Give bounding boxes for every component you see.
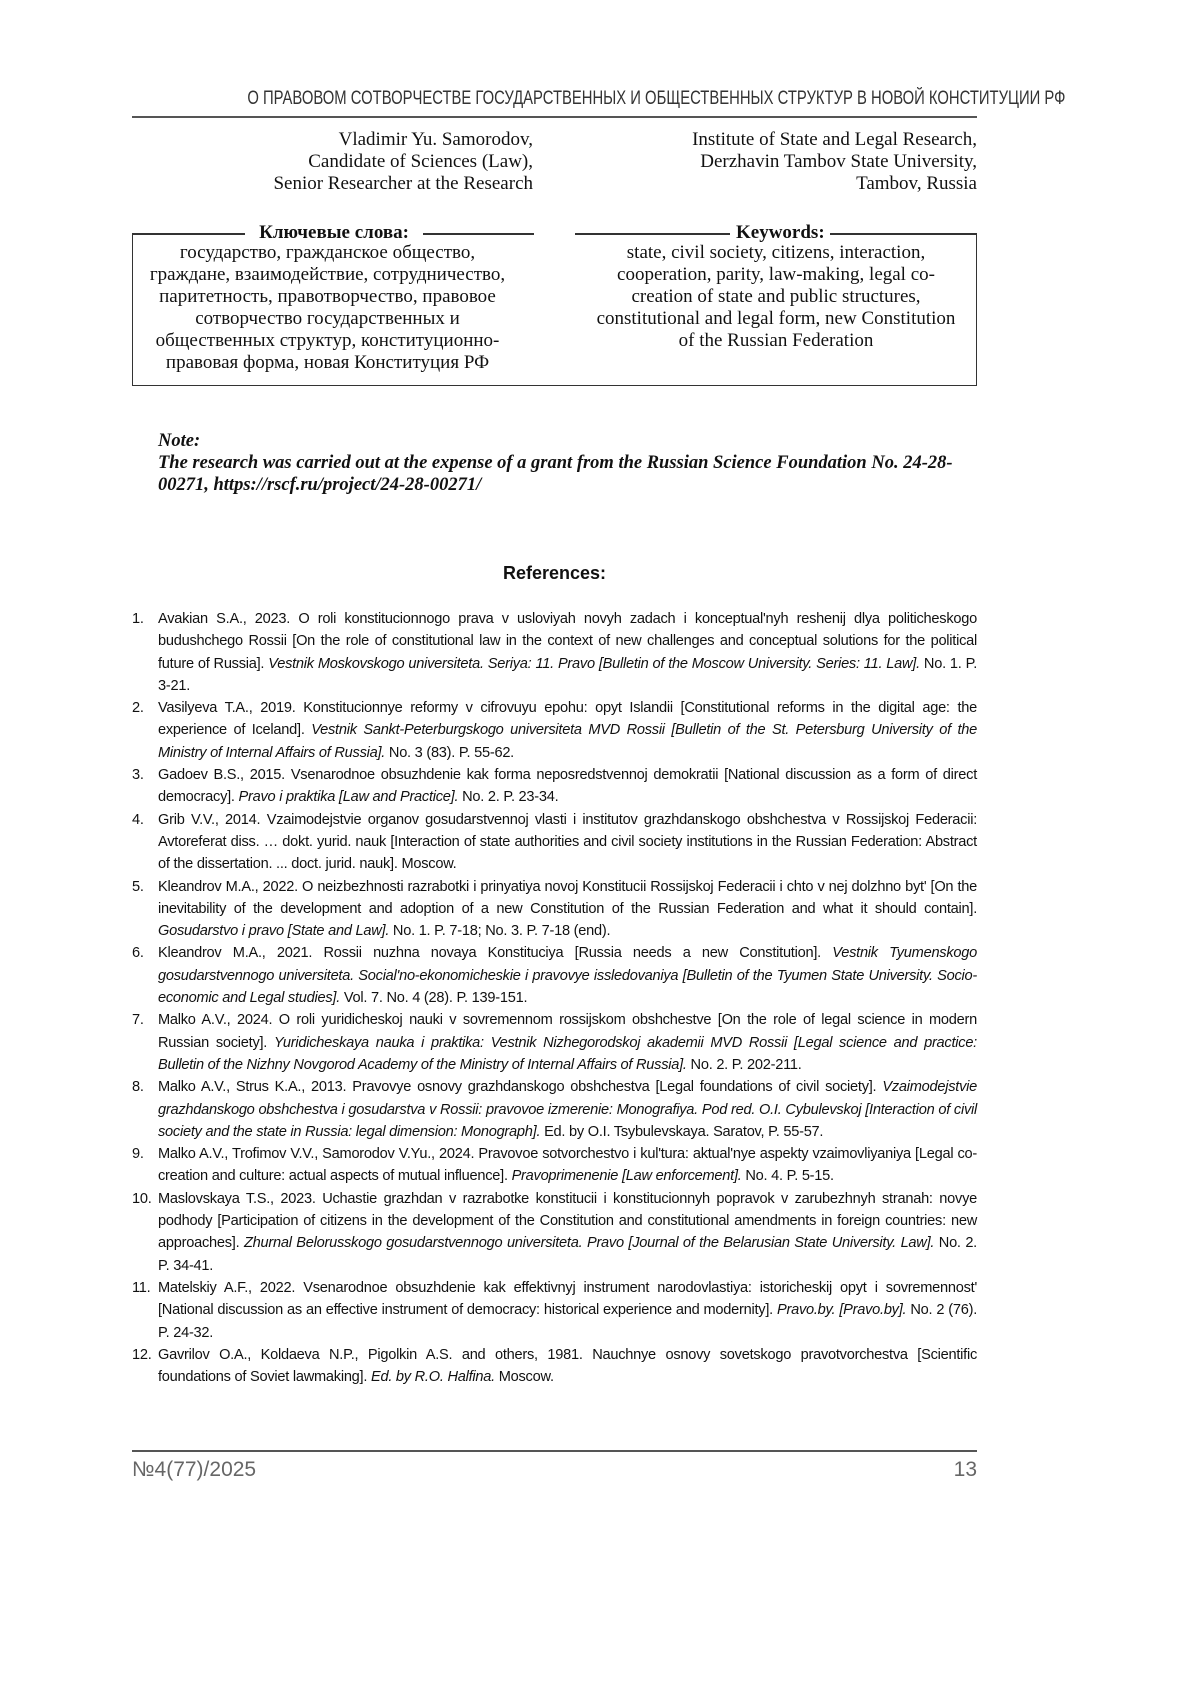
reference-text: No. 1. P. 3-21.	[158, 655, 977, 694]
reference-text: Matelskiy A.F., 2022. Vsenarodnoe obsuzhdenie kak effektivnyj instrument narodovlastiya: istoricheskij opyt i sovremennost' [National discussion as an effective instrument of democracy: historical experience and modernity].	[158, 1279, 977, 1319]
running-header	[132, 88, 1066, 110]
running-header-text: О ПРАВОВОМ СОТВОРЧЕСТВЕ ГОСУДАРСТВЕННЫХ И ОБЩЕСТВЕННЫХ СТРУКТУР В НОВОЙ КОНСТИТУЦИИ РФ	[247, 88, 1066, 109]
keywords-ru-box	[132, 222, 533, 386]
reference-text: Grib V.V., 2014. Vzaimodejstvie organov gosudarstvennoj vlasti i institutov grazhdanskogo obshchestva v Rossijskoj Federacii: Avtoreferat diss. … dokt. yurid. nauk [Interaction of state authorities and civil society institutions in the Russian Federation: Abstract of the dissertation. ... doct. jurid. nauk]. Moscow.	[158, 811, 977, 873]
divider	[133, 233, 245, 235]
reference-text: Maslovskaya T.S., 2023. Uchastie grazhdan v razrabotke konstitucii i konstitucionnyh popravok v zarubezhnyh stranah: novye podhody [Participation of citizens in the development of the Constitution and constitutional amendments in foreign countries: new approaches].	[158, 1190, 977, 1252]
reference-item	[132, 942, 977, 1009]
reference-text: No. 2. P. 34-41.	[158, 1235, 977, 1274]
note-text: The research was carried out at the expense of a grant from the Russian Science Foundation No. 24-28-00271, https://rscf.ru/project/24-28-00271/	[158, 453, 953, 495]
keyword-line: граждане, взаимодействие, сотрудничество,	[149, 264, 506, 285]
keyword-line: государство, гражданское общество,	[179, 242, 476, 263]
reference-source: Yuridicheskaya nauka i praktika: Vestnik Nizhegorodskoj akademii MVD Rossii [Legal science and practice: Bulletin of the Nizhny Novgorod Academy of the Ministry of Internal Affairs of Russia].	[158, 1034, 977, 1073]
reference-text: Vol. 7. No. 4 (28). P. 139-151.	[340, 990, 528, 1007]
reference-number: 10.	[132, 1190, 152, 1207]
reference-text: Gavrilov O.A., Koldaeva N.P., Pigolkin A.S. and others, 1981. Nauchnye osnovy sovetskogo pravotvorchestva [Scientific foundations of Soviet lawmaking].	[158, 1346, 977, 1386]
reference-text: Gadoev B.S., 2015. Vsenarodnoe obsuzhdenie kak forma neposredstvennoj demokratii [National discussion as a form of direct democracy].	[158, 767, 977, 806]
reference-source: Gosudarstvo i pravo [State and Law].	[158, 923, 390, 940]
reference-number: 8.	[132, 1079, 144, 1096]
reference-text: No. 4. P. 5-15.	[741, 1168, 834, 1185]
reference-text: Malko A.V., 2024. O roli yuridicheskoj nauki v sovremennom rossijskom obshchestve [On the role of legal science in modern Russian society].	[158, 1012, 977, 1051]
reference-text: Malko A.V., Trofimov V.V., Samorodov V.Yu., 2024. Pravovoe sotvorchestvo i kul'tura: aktual'nye aspekty vzaimovliyaniya [Legal co-creation and culture: actual aspects of mutual influence].	[158, 1146, 977, 1185]
reference-item	[132, 1277, 977, 1344]
author-line: Candidate of Sciences (Law),	[308, 151, 533, 172]
reference-source: Ed. by R.O. Halfina.	[370, 1369, 495, 1386]
reference-text: No. 3 (83). P. 55-62.	[385, 744, 514, 761]
reference-item	[132, 764, 977, 809]
reference-source: Pravoprimenenie [Law enforcement].	[511, 1168, 742, 1185]
header-rule	[132, 116, 977, 118]
author-line: Institute of State and Legal Research,	[692, 129, 977, 150]
reference-item	[132, 697, 977, 764]
keywords-en-title: Keywords:	[730, 222, 830, 244]
footer-rule	[132, 1450, 977, 1452]
keyword-line: сотворчество государственных и	[195, 308, 460, 329]
divider	[575, 233, 730, 235]
reference-item	[132, 876, 977, 943]
reference-source: Vestnik Sankt-Peterburgskogo universiteta MVD Rossii [Bulletin of the St. Petersburg University of the Ministry of Internal Affairs of Russia].	[158, 722, 977, 761]
keyword-line: cooperation, parity, law-making, legal co-	[617, 264, 935, 285]
reference-source: Vestnik Tyumenskogo gosudarstvennogo universiteta. Social'no-ekonomicheskie i pravovye issledovaniya [Bulletin of the Tyumen State University. Socio-economic and Legal studies].	[158, 945, 977, 1007]
reference-text: No. 2. P. 23-34.	[458, 789, 559, 806]
reference-text: Kleandrov M.A., 2022. O neizbezhnosti razrabotki i prinyatiya novoj Konstitucii Rossijskoj Federacii i chto v nej dolzhno byt' [On the inevitability of the development and adoption of a new Constitution of the Russian Federation and what it should contain].	[158, 878, 977, 917]
reference-item	[132, 1188, 977, 1277]
page-number: 13	[953, 1458, 977, 1481]
reference-text: Ed. by O.I. Tsybulevskaya. Saratov, P. 55-57.	[540, 1123, 824, 1140]
reference-source: Vestnik Moskovskogo universiteta. Seriya: 11. Pravo [Bulletin of the Moscow University. Series: 11. Law].	[268, 655, 920, 672]
author-line: Senior Researcher at the Research	[273, 173, 533, 194]
reference-item	[132, 1344, 977, 1389]
reference-text: No. 2. P. 202-211.	[686, 1056, 802, 1073]
author-line: Tambov, Russia	[856, 173, 977, 194]
reference-source: Zhurnal Belorusskogo gosudarstvennogo universiteta. Pravo [Journal of the Belarusian State University. Law].	[243, 1235, 935, 1252]
reference-item	[132, 1143, 977, 1188]
keyword-line: правовая форма, новая Конституция РФ	[165, 352, 490, 373]
divider	[830, 233, 977, 235]
reference-number: 2.	[132, 700, 144, 717]
reference-item	[132, 1076, 977, 1143]
note-title: Note:	[158, 431, 201, 451]
references-heading: References:	[502, 563, 607, 583]
note-section	[158, 430, 978, 496]
reference-text: Kleandrov M.A., 2021. Rossii nuzhna novaya Konstituciya [Russia needs a new Constitution].	[158, 945, 833, 962]
author-info-left	[132, 129, 533, 195]
author-line: Vladimir Yu. Samorodov,	[338, 129, 533, 150]
reference-number: 11.	[132, 1279, 151, 1296]
keyword-line: state, civil society, citizens, interaction,	[626, 242, 926, 263]
reference-text: No. 1. P. 7-18; No. 3. P. 7-18 (end).	[389, 923, 611, 940]
references-list	[132, 608, 977, 1388]
reference-number: 6.	[132, 945, 144, 962]
reference-source: Pravo.by. [Pravo.by].	[777, 1302, 907, 1319]
reference-number: 9.	[132, 1146, 144, 1163]
keyword-line: constitutional and legal form, new Constitution	[596, 308, 956, 329]
reference-number: 7.	[132, 1012, 144, 1029]
issue-number: №4(77)/2025	[132, 1458, 257, 1481]
reference-number: 5.	[132, 878, 144, 895]
reference-number: 1.	[132, 611, 144, 627]
reference-number: 12.	[132, 1346, 152, 1363]
author-info-right	[600, 129, 977, 195]
reference-number: 4.	[132, 811, 144, 828]
keyword-line: creation of state and public structures,	[631, 286, 921, 307]
keyword-line: паритетность, правотворчество, правовое	[159, 286, 496, 307]
keywords-en-box	[533, 222, 977, 386]
reference-item	[132, 809, 977, 876]
reference-item	[132, 1009, 977, 1076]
reference-text: Malko A.V., Strus K.A., 2013. Pravovye osnovy grazhdanskogo obshchestva [Legal foundations of civil society].	[158, 1079, 883, 1096]
reference-number: 3.	[132, 767, 144, 784]
reference-item	[132, 608, 977, 697]
reference-text: No. 2 (76). P. 24-32.	[158, 1302, 977, 1341]
reference-source: Vzaimodejstvie grazhdanskogo obshchestva i gosudarstva v Rossii: pravovoe izmerenie: Monografiya. Pod red. O.I. Cybulevskoj [Interaction of civil society and the state in Russia: legal dimension: Monograph].	[158, 1079, 977, 1140]
reference-text: Moscow.	[494, 1369, 554, 1386]
reference-source: Pravo i praktika [Law and Practice].	[238, 789, 459, 806]
divider	[423, 233, 534, 235]
keywords-ru-text	[127, 242, 528, 374]
author-line: Derzhavin Tambov State University,	[700, 151, 977, 172]
reference-text: Vasilyeva T.A., 2019. Konstitucionnye reformy v cifrovuyu epohu: opyt Islandii [Constitutional reforms in the digital age: the experience of Iceland].	[158, 700, 977, 739]
keyword-line: общественных структур, конституционно-	[155, 330, 500, 351]
keywords-en-text	[575, 242, 977, 352]
keyword-line: of the Russian Federation	[678, 330, 874, 351]
reference-text: Avakian S.A., 2023. O roli konstitucionnogo prava v usloviyah novyh zadach i konceptual'nyh reshenij dlya politicheskogo budushchego Rossii [On the role of constitutional law in the context of new challenges and conceptual solutions for the political future of Russia].	[158, 611, 977, 672]
keywords-ru-title: Ключевые слова:	[245, 222, 423, 244]
